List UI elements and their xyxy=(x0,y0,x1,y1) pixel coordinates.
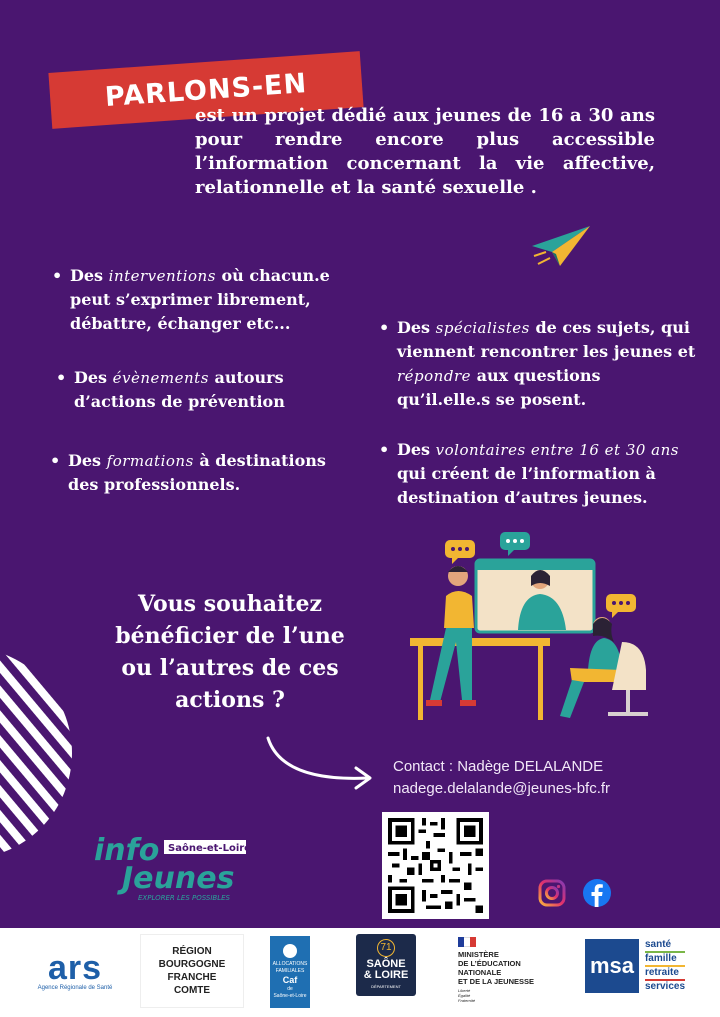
msa-taglines xyxy=(645,939,685,993)
saone-text: SAÔNE xyxy=(366,957,406,970)
bullet-interventions xyxy=(52,264,340,336)
bullet-text: aux questions qu’il.elle.s se posent. xyxy=(397,366,601,409)
saone-et-loire-logo xyxy=(356,934,416,996)
logo-info-text: info xyxy=(94,833,160,868)
ars-logo xyxy=(25,936,125,1006)
caf-line: ALLOCATIONS xyxy=(272,961,308,967)
caf-line: FAMILIALES xyxy=(275,968,305,974)
saone-number: 71 xyxy=(377,939,395,957)
caf-emblem-icon xyxy=(283,944,297,958)
caf-line: de xyxy=(287,986,293,992)
bullet-text: autours d’actions de prévention xyxy=(74,368,285,411)
bullet-specialistes xyxy=(379,316,697,412)
bullet-text: qui créent de l’information à destination d’autres jeunes. xyxy=(397,464,656,507)
bullet-volontaires xyxy=(379,438,697,510)
info-jeunes-logo xyxy=(92,826,252,906)
bullet-highlight: volontaires entre 16 et 30 ans xyxy=(435,441,679,459)
logo-tagline: EXPLORER LES POSSIBLES xyxy=(138,894,231,902)
ministere-line: MINISTÈRE xyxy=(458,950,499,959)
caf-line: Caf xyxy=(282,975,298,985)
bullet-dot: • xyxy=(379,318,390,337)
devise-line: Fraternité xyxy=(458,998,476,1003)
ministere-logo xyxy=(458,934,548,1006)
ministere-line: NATIONALE xyxy=(458,968,502,977)
msa-wordmark: msa xyxy=(585,939,639,993)
devise-line: Liberté xyxy=(458,988,471,993)
bullet-dot: • xyxy=(56,368,67,387)
bullet-highlight: évènements xyxy=(112,369,209,387)
bullet-highlight: spécialistes xyxy=(435,319,530,337)
question-text: Vous souhaitez bénéficier de l’une ou l’autres de ces actions ? xyxy=(115,591,345,713)
region-line: RÉGION xyxy=(172,946,212,957)
caf-logo xyxy=(270,936,310,1008)
bullet-highlight: interventions xyxy=(108,267,216,285)
bullet-dot: • xyxy=(379,440,390,459)
banner-title: PARLONS-EN xyxy=(103,67,309,113)
partners-footer xyxy=(0,928,720,1017)
msa-line: famille xyxy=(645,953,685,967)
devise-line: Égalité xyxy=(458,993,471,998)
contact-block xyxy=(393,756,610,800)
bullet-text: où chacun.e peut s’exprimer librement, débattre, échanger etc... xyxy=(70,266,330,333)
ars-wordmark: ars xyxy=(47,949,103,987)
msa-line: santé xyxy=(645,939,685,953)
loire-text: & LOIRE xyxy=(363,968,409,981)
french-flag-icon xyxy=(458,937,476,947)
region-line: BOURGOGNE xyxy=(158,959,226,970)
paper-plane-icon xyxy=(530,222,592,270)
region-line: COMTE xyxy=(173,985,211,996)
msa-logo xyxy=(574,938,696,994)
bullet-prefix: Des xyxy=(68,451,102,470)
bullet-highlight: formations xyxy=(106,452,194,470)
logo-jeunes-text: Jeunes xyxy=(122,861,235,896)
region-line: FRANCHE xyxy=(167,972,217,983)
msa-line: services xyxy=(644,981,686,992)
bullet-text: de ces sujets, qui viennent rencontrer les jeunes et xyxy=(397,318,696,361)
qr-code[interactable] xyxy=(382,812,489,919)
bullet-dot: • xyxy=(52,266,63,285)
bullet-prefix: Des xyxy=(74,368,108,387)
bullet-prefix: Des xyxy=(397,440,431,459)
bullet-dot: • xyxy=(50,451,61,470)
instagram-icon[interactable] xyxy=(537,878,567,908)
saone-subtitle: DÉPARTEMENT xyxy=(371,983,401,989)
ministere-line: DE L’ÉDUCATION xyxy=(458,959,521,968)
ars-subtitle: Agence Régionale de Santé xyxy=(37,985,113,991)
region-bfc-logo xyxy=(140,934,244,1008)
qr-code-image xyxy=(388,818,483,913)
contact-name: Contact : Nadège DELALANDE xyxy=(393,758,604,775)
curved-arrow-icon xyxy=(262,734,382,794)
striped-circle-decoration xyxy=(0,648,74,858)
meeting-illustration xyxy=(400,530,660,730)
intro-text: est un projet dédié aux jeunes de 16 a 30 ans pour rendre encore plus accessible l’information concernant la vie affective, relationnelle et la santé sexuelle . xyxy=(195,105,655,198)
bullet-highlight: répondre xyxy=(397,367,471,385)
msa-line: retraite xyxy=(645,967,685,981)
bullet-prefix: Des xyxy=(70,266,104,285)
bullet-evenements xyxy=(56,366,324,414)
logo-area-text: Saône-et-Loire xyxy=(168,843,251,854)
bullet-prefix: Des xyxy=(397,318,431,337)
contact-email-link[interactable]: nadege.delalande@jeunes-bfc.fr xyxy=(393,780,611,797)
facebook-icon[interactable] xyxy=(582,878,612,908)
bullet-formations xyxy=(50,449,336,497)
bullet-text: à destinations des professionnels. xyxy=(68,451,326,494)
ministere-line: ET DE LA JEUNESSE xyxy=(458,977,534,986)
caf-line: Saône-et-Loire xyxy=(273,993,307,999)
